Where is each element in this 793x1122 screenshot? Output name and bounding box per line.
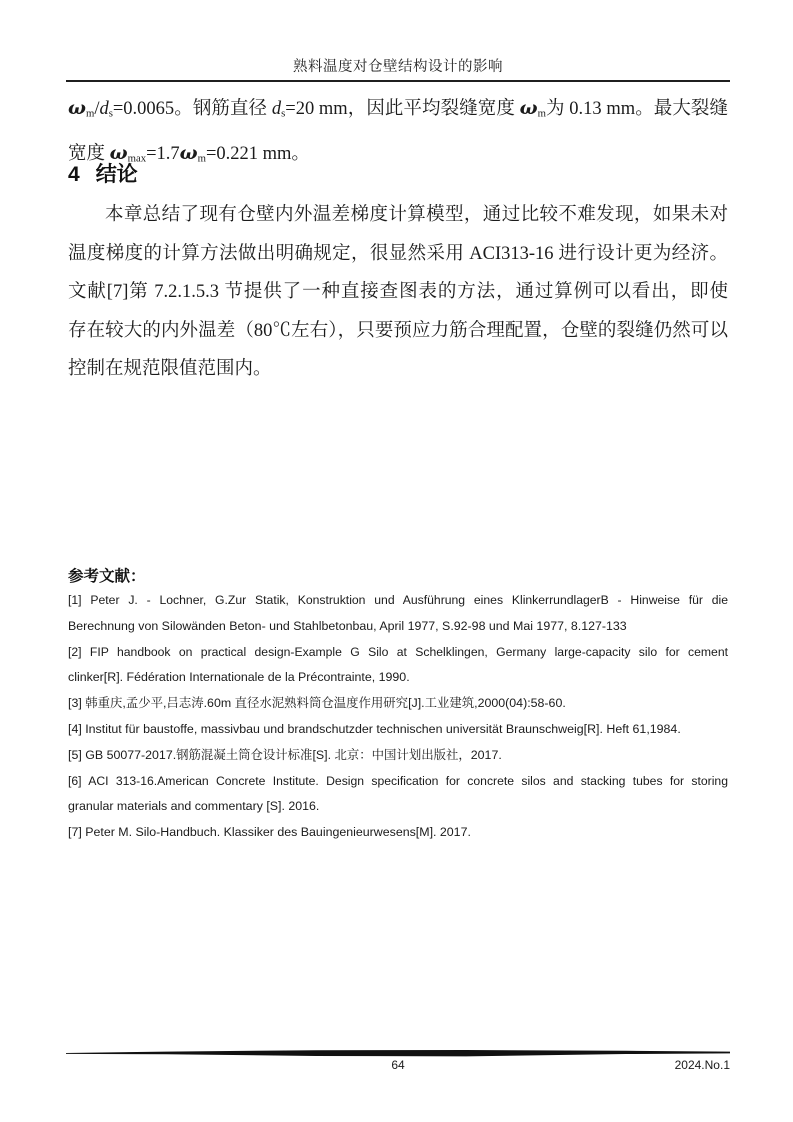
reference-item-2-cont: clinker[R]. Fédération Internationale de la Précontrainte, 1990. [68, 670, 410, 685]
section-number: 4 [68, 163, 80, 186]
formula-text-c: 为 0.13 mm。最大裂缝 [545, 99, 729, 119]
reference-item-2: [2] FIP handbook on practical design-Example G Silo at Schelklingen, Germany large-capacity silo for cement [68, 644, 728, 659]
reference-item-7: [7] Peter M. Silo-Handbuch. Klassiker des Bauingenieurwesens[M]. 2017. [68, 825, 471, 840]
formula-text-b: =20 mm，因此平均裂缝宽度 [285, 99, 520, 119]
variable-d: d [271, 99, 282, 119]
reference-item-4: [4] Institut für baustoffe, massivbau und brandschutzder technischen universität Braunschweig[R]. Heft 61,1984. [68, 721, 681, 736]
footer-rule [66, 1049, 730, 1057]
reference-item-1-cont: Berechnung von Silowänden Beton- und Stahlbetonbau, April 1977, S.92-98 und Mai 1977, 8.127-133 [68, 618, 627, 633]
issue-label: 2024.No.1 [674, 1058, 730, 1072]
divide-slash: / [94, 99, 100, 119]
subscript-m: m [537, 107, 546, 120]
subscript-max: max [127, 152, 147, 165]
omega-symbol: ω [109, 142, 128, 165]
formula-text-c: =0.221 mm。 [205, 144, 310, 165]
section-heading [68, 158, 728, 188]
subscript-m: m [197, 152, 206, 165]
subscript-s: s [281, 107, 286, 120]
page-number: 64 [391, 1058, 405, 1072]
reference-item-3: [3] 韩重庆,孟少平,吕志涛.60m 直径水泥熟料筒仓温度作用研究[J].工业建筑,2000(04):58-60. [68, 696, 566, 711]
variable-d: d [99, 99, 109, 119]
formula-text-a: 宽度 [68, 144, 110, 165]
reference-item-6-cont: granular materials and commentary [S]. 2016. [68, 799, 320, 814]
paragraph-line: 本章总结了现有仓壁内外温差梯度计算模型，通过比较不难发现，如果未对 [105, 205, 728, 225]
subscript-s: s [108, 107, 113, 120]
formula-text-b: =1.7 [146, 144, 180, 165]
formula-line-1 [68, 88, 728, 133]
references-heading: 参考文献： [68, 568, 146, 585]
references-list [68, 588, 728, 846]
reference-item-1: [1] Peter J. - Lochner, G.Zur Statik, Konstruktion und Ausführung eines KlinkerrundlagerB - Hinweise für die [68, 593, 728, 607]
omega-symbol: ω [68, 97, 86, 119]
header-rule [66, 80, 730, 82]
omega-symbol: ω [519, 97, 538, 119]
reference-item-5: [5] GB 50077-2017.钢筋混凝土筒仓设计标准[S]. 北京：中国计划出版社，2017. [68, 747, 502, 762]
running-title: 熟料温度对仓壁结构设计的影响 [293, 59, 503, 75]
omega-symbol: ω [179, 142, 198, 165]
section-title: 结论 [95, 163, 138, 186]
paragraph-line: 控制在规范限值范围内。 [68, 359, 272, 379]
paragraph-line: 文献[7]第 7.2.1.5.3 节提供了一种直接查图表的方法，通过算例可以看出，即使 [68, 282, 728, 302]
paragraph-line: 温度梯度的计算方法做出明确规定，很显然采用 ACI313-16 进行设计更为经济。 [68, 243, 728, 264]
formula-text-a: =0.0065。钢筋直径 [112, 99, 272, 119]
reference-item-6: [6] ACI 313-16.American Concrete Institute. Design specification for concrete silos and stacking tubes for storing [68, 773, 728, 788]
conclusion-paragraph [68, 196, 728, 389]
subscript-m: m [85, 107, 95, 120]
paragraph-line: 存在较大的内外温差（80℃左右），只要预应力筋合理配置，仓壁的裂缝仍然可以 [68, 320, 728, 341]
